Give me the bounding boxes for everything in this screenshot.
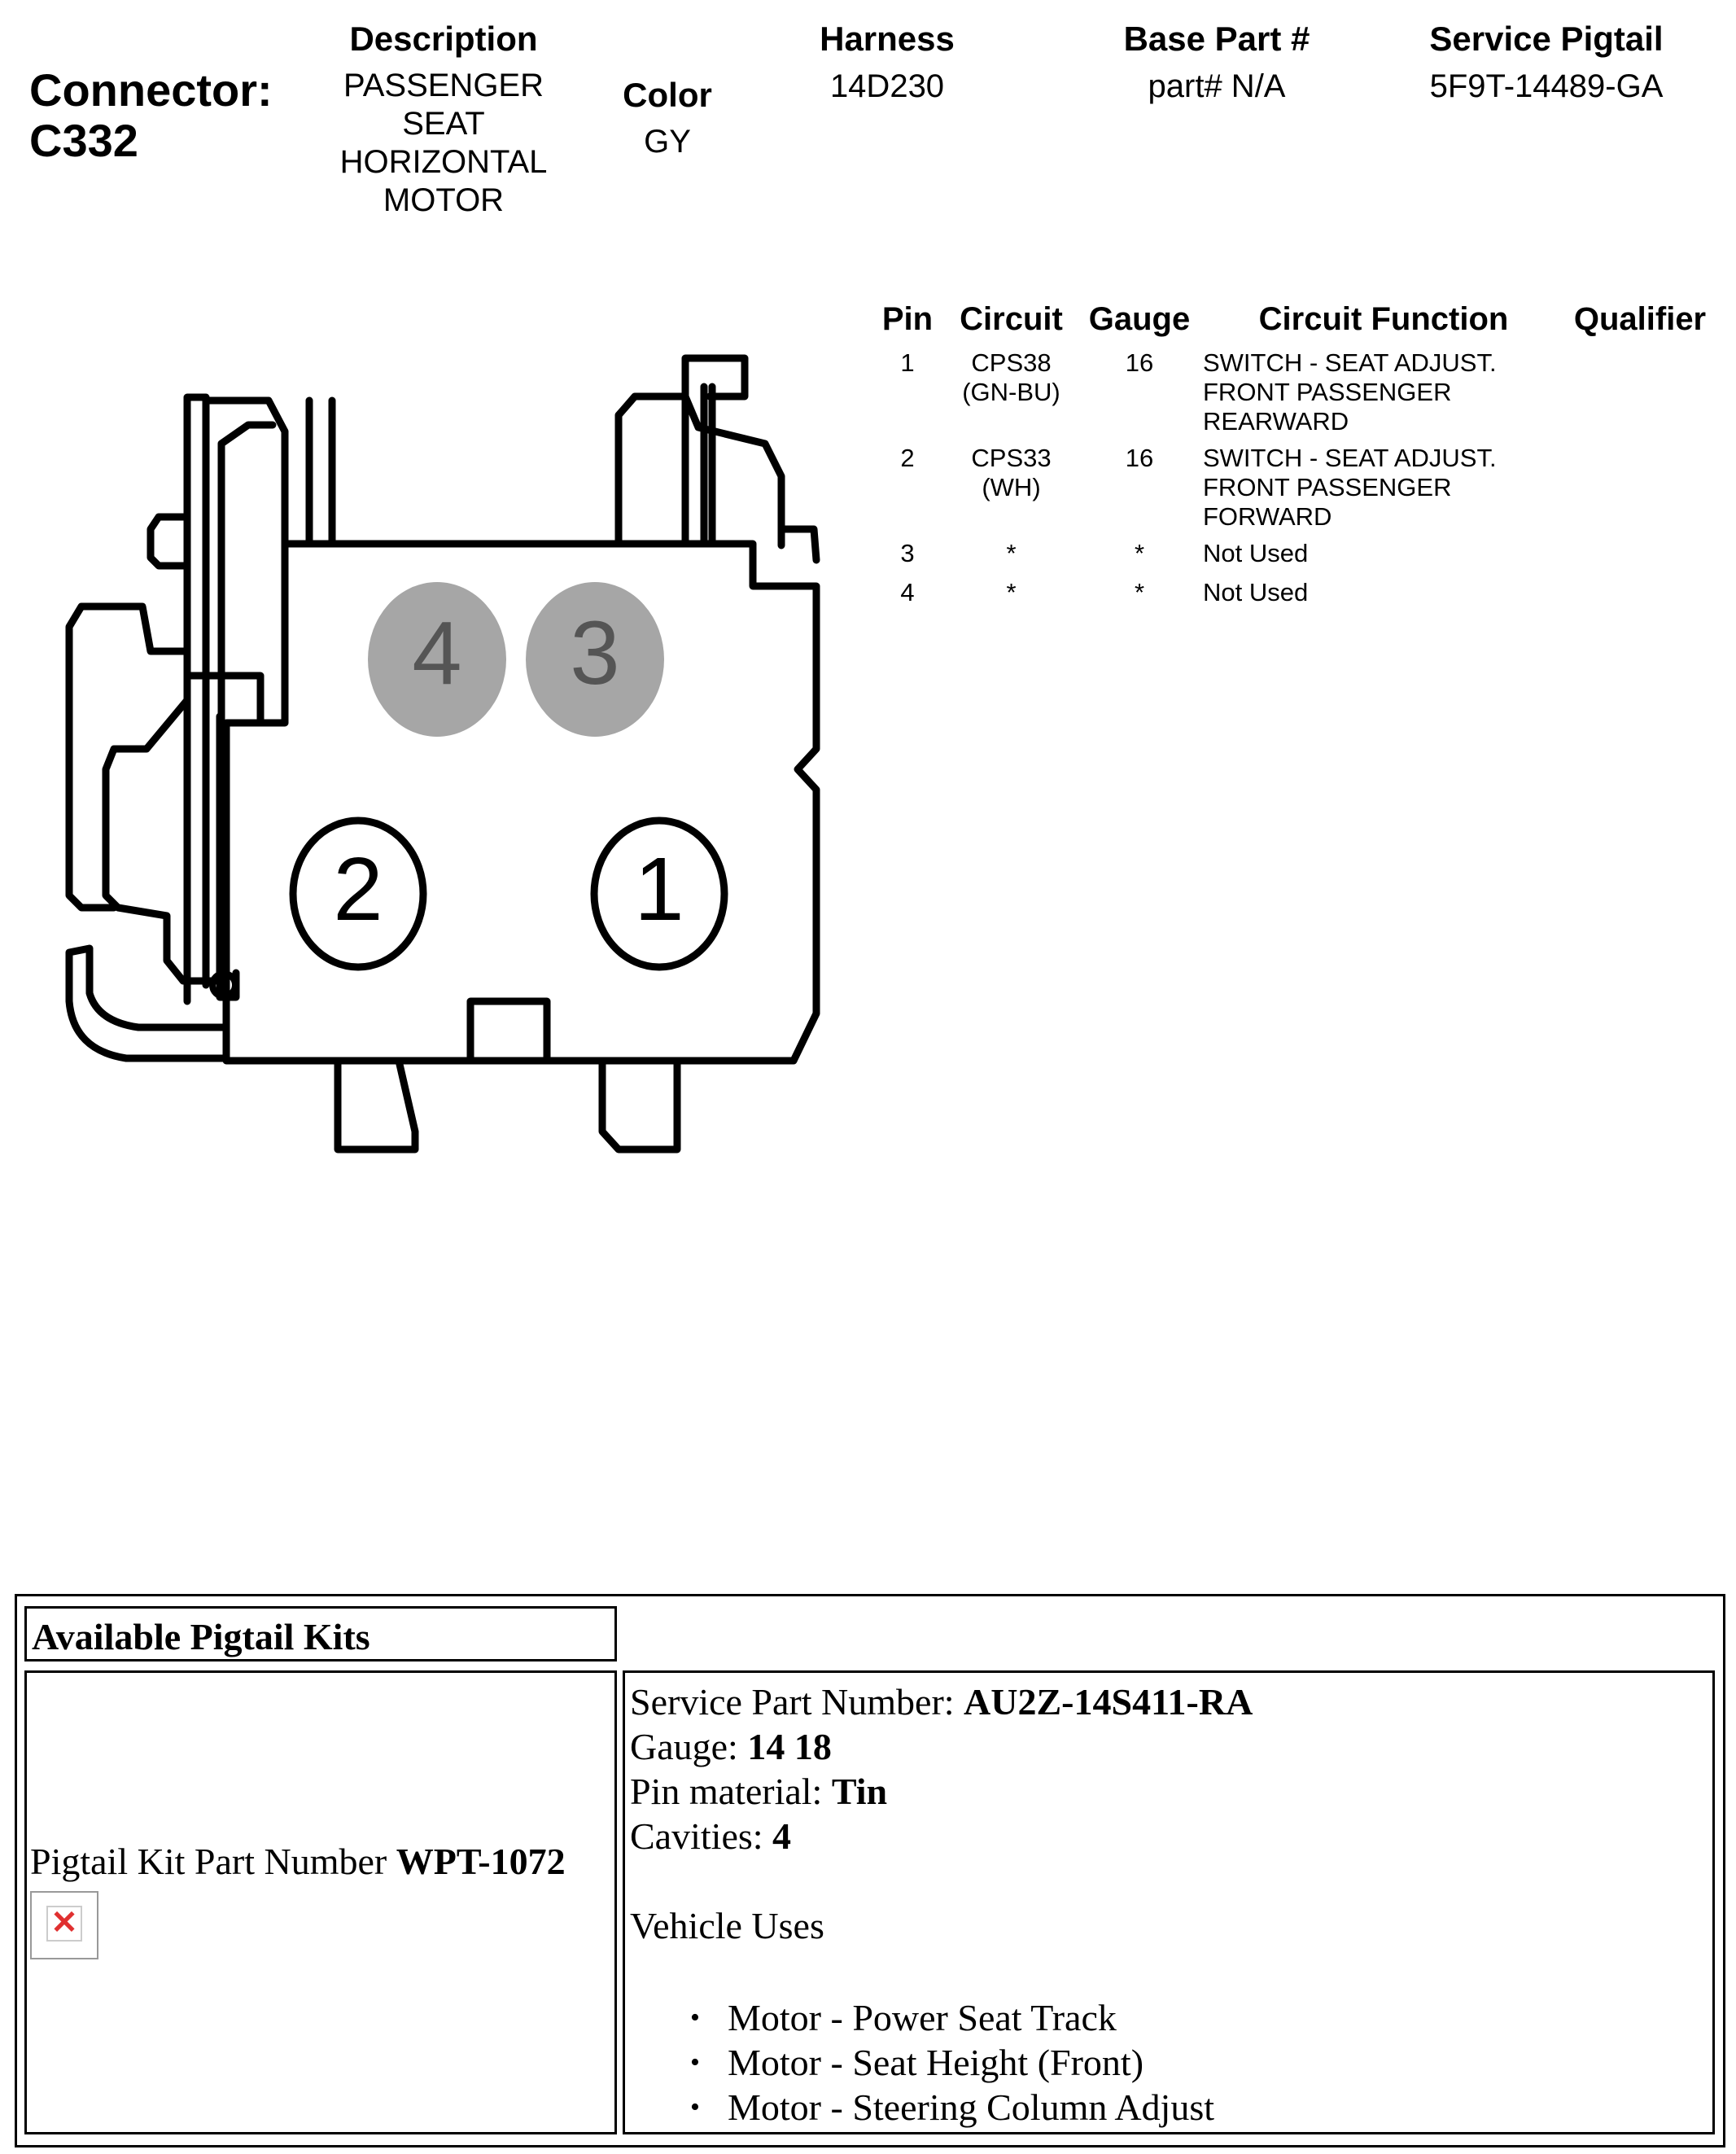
gauge-column-header: Gauge	[1088, 301, 1191, 337]
circuit-color: (GN-BU)	[962, 378, 1060, 406]
list-item: • Motor - Seat Height (Front)	[728, 2040, 1253, 2085]
color-value: GY	[644, 124, 691, 160]
kit-details	[630, 1679, 1253, 2130]
kits-title-cell	[24, 1606, 617, 1661]
vehicle-uses-list	[630, 1995, 1253, 2130]
cavities-value: 4	[772, 1815, 792, 1857]
kit-number-label: Pigtail Kit Part Number	[30, 1841, 396, 1882]
kit-number-cell	[24, 1670, 617, 2134]
color-header: Color	[623, 76, 712, 114]
function-line: REARWARD	[1203, 407, 1349, 436]
circuit-name: CPS33	[971, 444, 1052, 472]
function-cell: Not Used	[1203, 539, 1309, 567]
harness-header: Harness	[820, 20, 955, 58]
circuit-cell: *	[1006, 539, 1017, 567]
function-cell: Not Used	[1203, 578, 1309, 606]
cavity-1-label: 1	[634, 839, 684, 939]
base-part-value: part# N/A	[1148, 68, 1286, 104]
function-line: SWITCH - SEAT ADJUST.	[1203, 348, 1497, 377]
qualifier-column-header: Qualifier	[1573, 301, 1707, 337]
pin-material-value: Tin	[831, 1771, 888, 1812]
description-header: Description	[349, 20, 538, 58]
circuit-cell	[944, 348, 1078, 407]
right-leg	[602, 1061, 677, 1149]
gauge-cell: 16	[1125, 444, 1154, 472]
left-tower	[187, 397, 285, 1001]
list-item: • Motor - Power Seat Track	[728, 1995, 1253, 2040]
function-line: FRONT PASSENGER	[1203, 473, 1452, 501]
gauge-line	[630, 1724, 1253, 1769]
cavity-4	[368, 582, 506, 737]
cavity-3-label: 3	[570, 603, 620, 703]
left-leg	[338, 1061, 415, 1149]
pin-cell: 4	[900, 578, 915, 606]
gauge-label: Gauge:	[630, 1726, 748, 1767]
circuit-color: (WH)	[982, 473, 1041, 501]
kit-number-line	[30, 1839, 566, 1884]
connector-face-diagram	[0, 0, 879, 1180]
function-column-header: Circuit Function	[1258, 301, 1509, 337]
description-line: MOTOR	[383, 182, 505, 218]
pin-material-label: Pin material:	[630, 1771, 832, 1812]
cavity-3	[526, 582, 664, 737]
service-part-value: AU2Z-14S411-RA	[964, 1681, 1253, 1723]
function-cell	[1203, 444, 1561, 532]
cavities-line	[630, 1814, 1253, 1858]
gauge-cell: *	[1134, 578, 1145, 606]
pin-cell: 2	[900, 444, 915, 472]
function-line: FORWARD	[1203, 502, 1332, 531]
harness-value: 14D230	[829, 68, 945, 104]
broken-image-icon: ✕	[30, 1891, 98, 1959]
service-part-label: Service Part Number:	[630, 1681, 964, 1723]
cavity-2-label: 2	[333, 839, 383, 939]
pin-cell: 3	[900, 539, 915, 567]
gauge-cell: *	[1134, 539, 1145, 567]
service-pigtail-value: 5F9T-14489-GA	[1429, 68, 1664, 104]
vehicle-uses-label: Vehicle Uses	[630, 1905, 824, 1946]
function-line: SWITCH - SEAT ADJUST.	[1203, 444, 1497, 472]
service-pigtail-header: Service Pigtail	[1429, 20, 1664, 58]
circuit-column-header: Circuit	[960, 301, 1063, 337]
circuit-cell: *	[1006, 578, 1017, 606]
connector-id: C332	[29, 115, 138, 166]
kits-title: Available Pigtail Kits	[32, 1616, 370, 1657]
list-item: • Motor - Steering Column Adjust	[728, 2085, 1253, 2130]
gauge-value: 14 18	[747, 1726, 832, 1767]
pin-material-line	[630, 1769, 1253, 1814]
connector-label: Connector:	[29, 64, 273, 116]
kit-number-value: WPT-1072	[396, 1841, 566, 1882]
connector-body-outline	[226, 544, 816, 1061]
cavity-2	[293, 821, 423, 967]
left-small-tab	[151, 517, 187, 566]
gauge-cell: 16	[1125, 348, 1154, 377]
circuit-name: CPS38	[971, 348, 1052, 377]
base-part-header: Base Part #	[1123, 20, 1310, 58]
cavities-label: Cavities:	[630, 1815, 773, 1857]
description-line: HORIZONTAL	[339, 144, 548, 180]
pin-column-header: Pin	[881, 301, 934, 337]
description-line: SEAT	[402, 106, 485, 142]
service-part-line	[630, 1679, 1253, 1724]
bottom-notch	[470, 1001, 547, 1061]
function-cell	[1203, 348, 1561, 436]
cavity-1	[594, 821, 724, 967]
right-tower	[619, 396, 685, 544]
pin-cell: 1	[900, 348, 915, 377]
kit-details-cell	[623, 1670, 1715, 2134]
cavity-4-label: 4	[412, 603, 462, 703]
function-line: FRONT PASSENGER	[1203, 378, 1452, 406]
description-line: PASSENGER	[343, 68, 544, 103]
circuit-cell	[944, 444, 1078, 502]
